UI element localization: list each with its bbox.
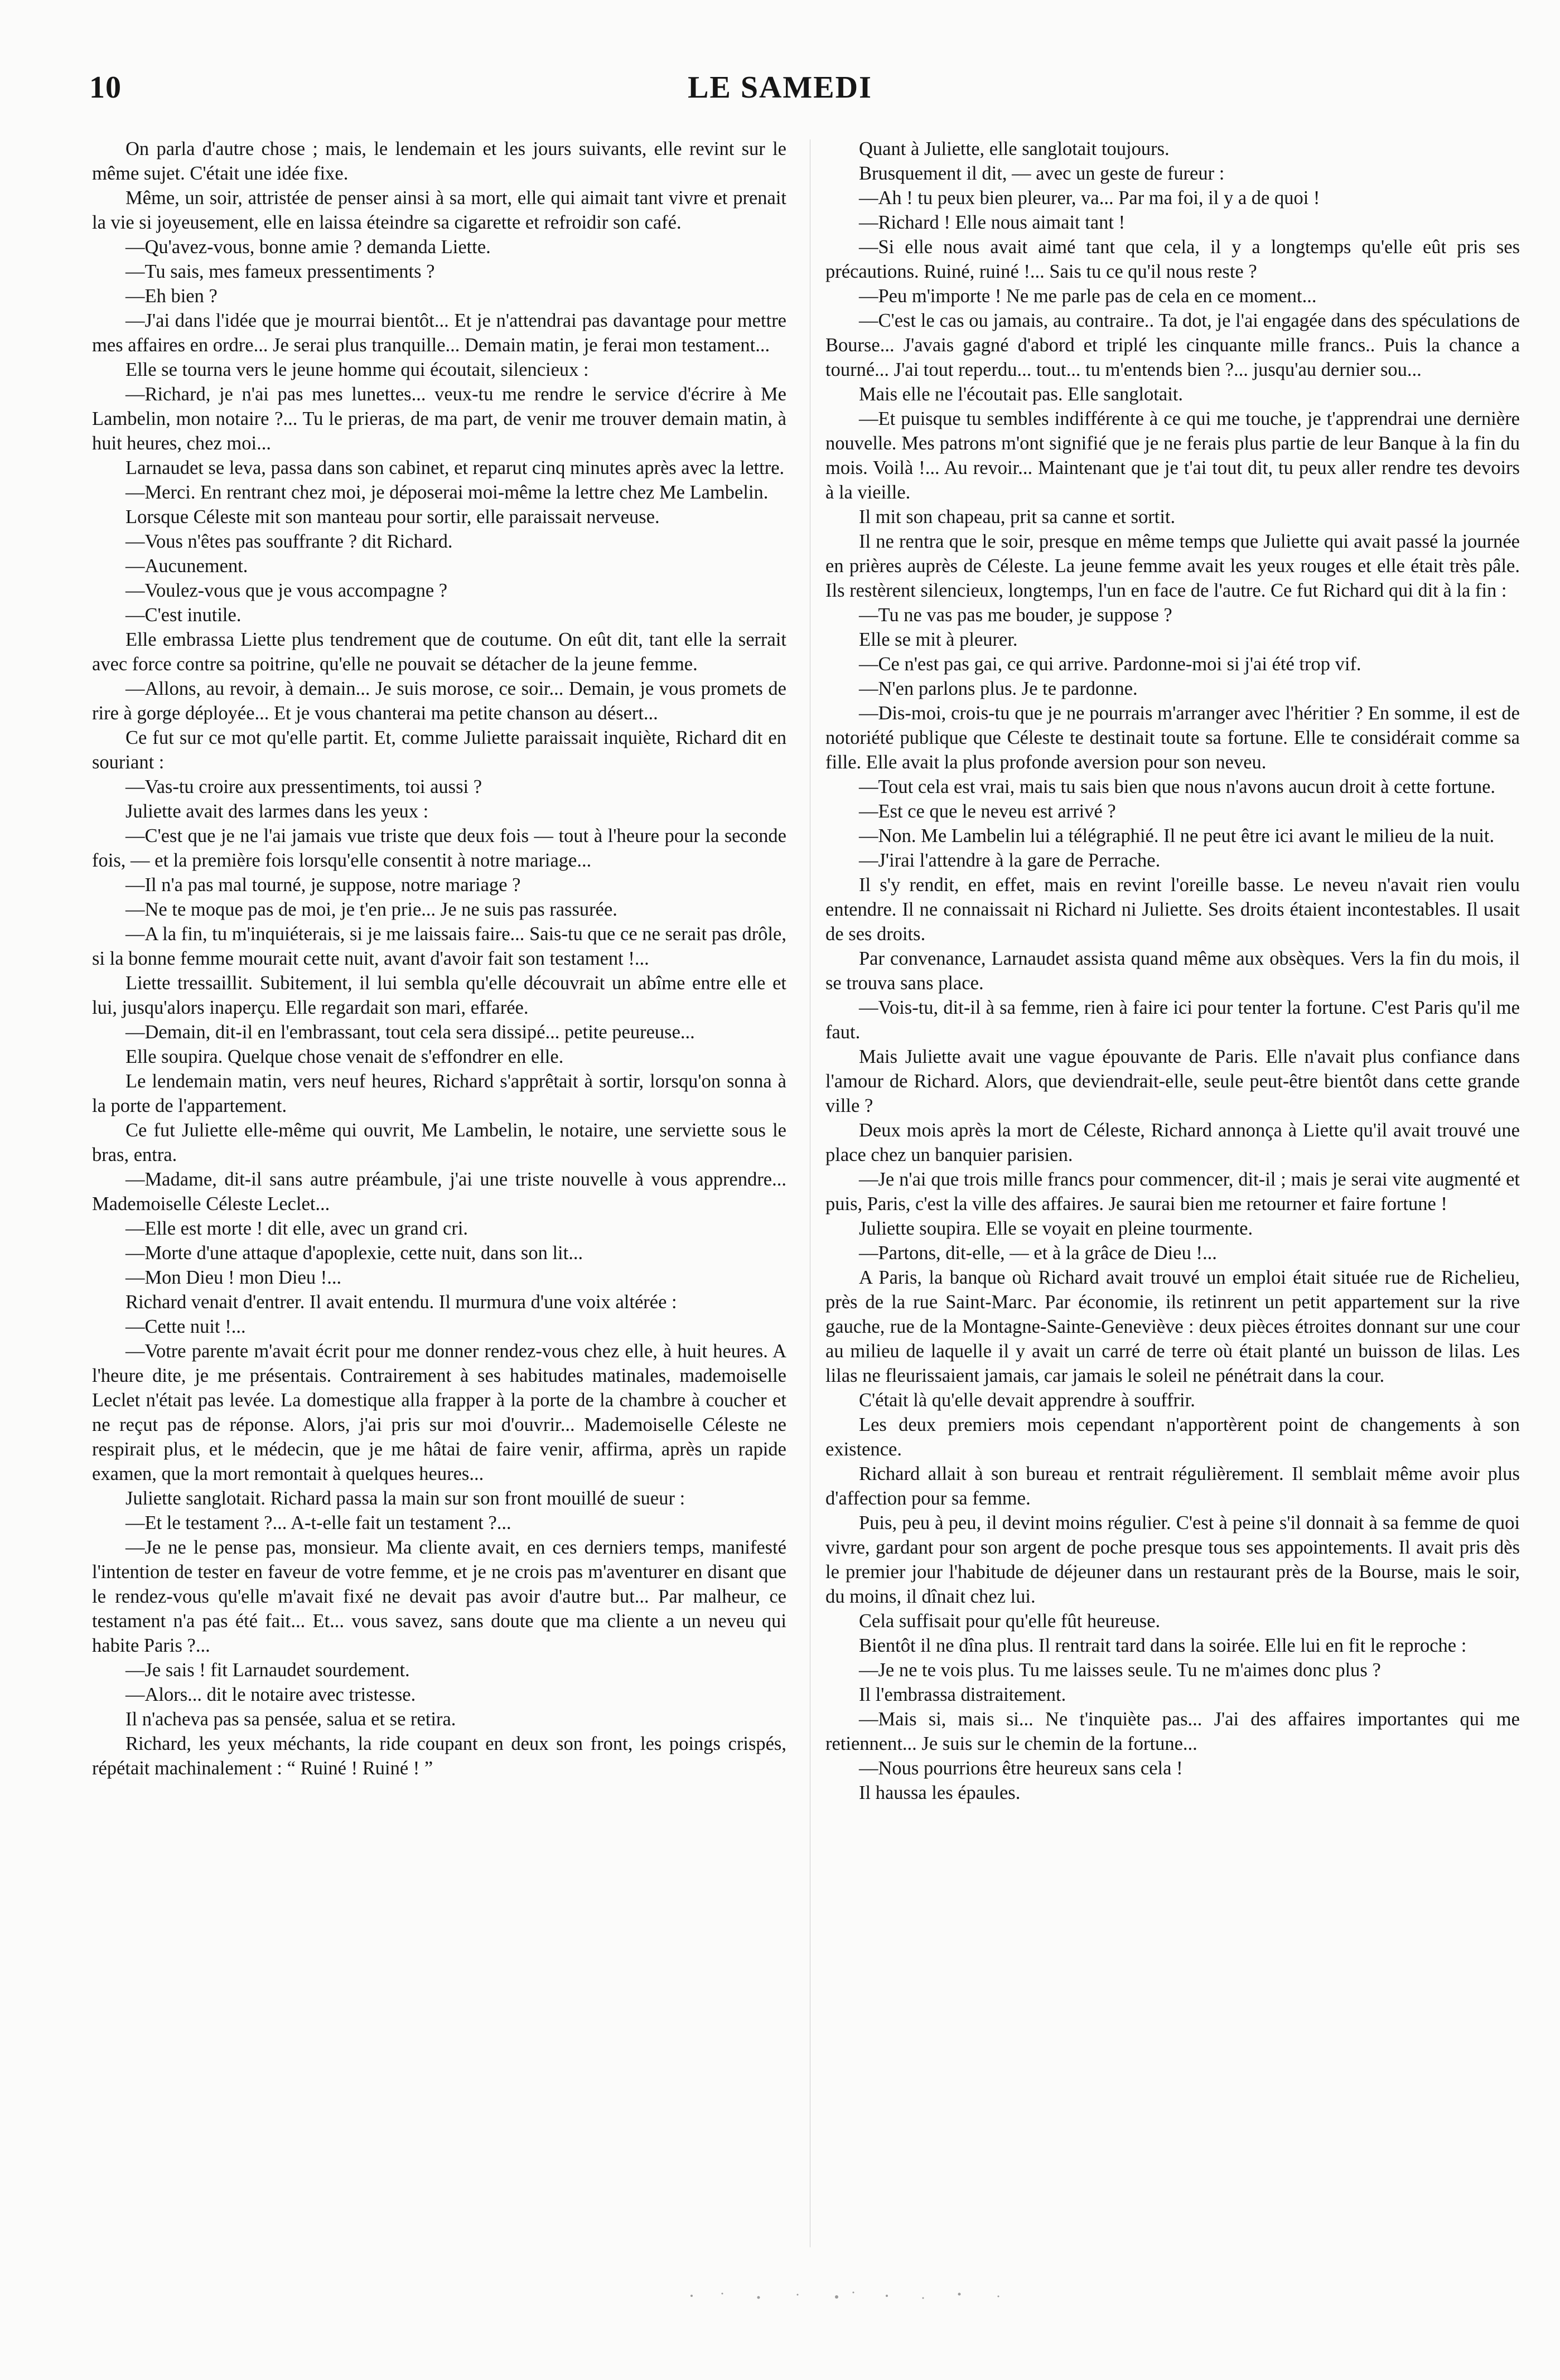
paragraph: Le lendemain matin, vers neuf heures, Richard s'apprêtait à sortir, lorsqu'on sonna à la porte de l'appartement. (92, 1071, 786, 1116)
paragraph: —Tu ne vas pas me bouder, je suppose ? (859, 604, 1172, 626)
paragraph: —Nous pourrions être heureux sans cela ! (859, 1758, 1183, 1779)
paragraph: C'était là qu'elle devait apprendre à souffrir. (859, 1390, 1195, 1411)
paragraph: —J'irai l'attendre à la gare de Perrache. (859, 850, 1161, 871)
paragraph: Puis, peu à peu, il devint moins régulier. C'est à peine s'il donnait à sa femme de quoi vivre, gardant pour son argent de poche presque tous ses appointements. Il avait pris dès le premier jour l'habitude de déjeuner dans un restaurant près de la Bourse, mais le soir, du moins, il dînait chez lui. (825, 1512, 1520, 1607)
paragraph: Par convenance, Larnaudet assista quand même aux obsèques. Vers la fin du mois, il se trouva sans place. (825, 948, 1520, 994)
paragraph: —Tout cela est vrai, mais tu sais bien que nous n'avons aucun droit à cette fortune. (859, 776, 1496, 797)
paragraph: —Si elle nous avait aimé tant que cela, il y a longtemps qu'elle eût pris ses précautions. Ruiné, ruiné !... Sais tu ce qu'il nous reste ? (825, 236, 1520, 282)
paragraph: Lorsque Céleste mit son manteau pour sortir, elle paraissait nerveuse. (125, 506, 660, 528)
paragraph: —Allons, au revoir, à demain... Je suis morose, ce soir... Demain, je vous promets de rire à gorge déployée... Et je vous chanterai ma petite chanson au désert... (92, 678, 786, 724)
right-text-column (825, 137, 1520, 2250)
paragraph: —Je sais ! fit Larnaudet sourdement. (125, 1660, 410, 1681)
print-smudge-marks (669, 2284, 1060, 2306)
paragraph: —C'est que je ne l'ai jamais vue triste que deux fois — tout à l'heure pour la seconde fois, — et la première fois lorsqu'elle consentit à notre mariage... (92, 825, 786, 871)
paragraph: —Richard ! Elle nous aimait tant ! (859, 212, 1126, 233)
paragraph: Il l'embrassa distraitement. (859, 1684, 1066, 1705)
paragraph: On parla d'autre chose ; mais, le lendemain et les jours suivants, elle revint sur le même sujet. C'était une idée fixe. (92, 138, 786, 184)
paragraph: Richard allait à son bureau et rentrait régulièrement. Il semblait même avoir plus d'affection pour sa femme. (825, 1463, 1520, 1509)
paragraph: Il n'acheva pas sa pensée, salua et se retira. (125, 1709, 456, 1730)
paragraph: —Qu'avez-vous, bonne amie ? demanda Liette. (125, 236, 491, 258)
paragraph: Même, un soir, attristée de penser ainsi à sa mort, elle qui aimait tant vivre et prenait la vie si joyeusement, elle en laissa éteindre sa cigarette et refroidir son café. (92, 187, 786, 233)
paragraph: —A la fin, tu m'inquiéterais, si je me laissais faire... Sais-tu que ce ne serait pas drôle, si la bonne femme mourait cette nuit, avant d'avoir fait son testament !... (92, 923, 786, 969)
paragraph: Liette tressaillit. Subitement, il lui sembla qu'elle découvrait un abîme entre elle et lui, jusqu'alors inaperçu. Elle regardait son mari, effarée. (92, 973, 786, 1018)
paragraph: —Aucunement. (125, 555, 248, 577)
paragraph: Juliette avait des larmes dans les yeux : (125, 801, 429, 822)
paragraph: —Alors... dit le notaire avec tristesse. (125, 1684, 416, 1705)
paragraph: —Et le testament ?... A-t-elle fait un testament ?... (125, 1512, 511, 1534)
paragraph: Elle se tourna vers le jeune homme qui écoutait, silencieux : (125, 359, 589, 380)
paragraph: Deux mois après la mort de Céleste, Richard annonça à Liette qu'il avait trouvé une place chez un banquier parisien. (825, 1120, 1520, 1165)
paragraph: —Je n'ai que trois mille francs pour commencer, dit-il ; mais je serai vite augmenté et puis, Paris, c'est la ville des affaires. Je saurai bien me retourner et faire fortune ! (825, 1169, 1520, 1215)
paragraph: Ce fut sur ce mot qu'elle partit. Et, comme Juliette paraissait inquiète, Richard dit en souriant : (92, 727, 786, 773)
paragraph: —Ah ! tu peux bien pleurer, va... Par ma foi, il y a de quoi ! (859, 187, 1320, 209)
paragraph: —Morte d'une attaque d'apoplexie, cette nuit, dans son lit... (125, 1242, 583, 1264)
paragraph: Bientôt il ne dîna plus. Il rentrait tard dans la soirée. Elle lui en fit le reproche : (859, 1635, 1467, 1656)
page-header (84, 70, 1476, 114)
paragraph: —Mais si, mais si... Ne t'inquiète pas... J'ai des affaires importantes qui me retiennent... Je suis sur le chemin de la fortune... (825, 1709, 1520, 1754)
paragraph: —Ne te moque pas de moi, je t'en prie... Je ne suis pas rassurée. (125, 899, 617, 920)
paragraph: —Ce n'est pas gai, ce qui arrive. Pardonne-moi si j'ai été trop vif. (859, 654, 1361, 675)
paragraph: Elle embrassa Liette plus tendrement que de coutume. On eût dit, tant elle la serrait avec force contre sa poitrine, qu'elle ne pouvait se détacher de la jeune femme. (92, 629, 786, 675)
paragraph: Ce fut Juliette elle-même qui ouvrit, Me Lambelin, le notaire, une serviette sous le bras, entra. (92, 1120, 786, 1165)
paragraph: Brusquement il dit, — avec un geste de fureur : (859, 163, 1225, 184)
paragraph: Larnaudet se leva, passa dans son cabinet, et reparut cinq minutes après avec la lettre. (125, 457, 785, 478)
paragraph: A Paris, la banque où Richard avait trouvé un emploi était située rue de Richelieu, près de la rue Saint-Marc. Par économie, ils retinrent un petit appartement sur la rive gauche, rue de la Montagne-Sainte-Geneviève : deux pièces étroites donnant sur une cour au milieu de laquelle il y avait un carré de terre où était planté un buisson de lilas. Les lilas ne fleurissaient jamais, car jamais le soleil ne pénétrait dans la cour. (825, 1267, 1520, 1386)
paragraph: —Votre parente m'avait écrit pour me donner rendez-vous chez elle, à huit heures. A l'heure dite, je me présentais. Contrairement à ses habitudes matinales, mademoiselle Leclet n'était pas levée. La domestique alla frapper à la porte de la chambre à coucher et ne reçut pas de réponse. Alors, j'ai pris sur moi d'ouvrir... Mademoiselle Céleste ne respirait plus, et le médecin, que je me hâtai de faire venir, affirma, après un rapide examen, que la mort remontait à quelques heures... (92, 1341, 786, 1484)
paragraph: —Il n'a pas mal tourné, je suppose, notre mariage ? (125, 874, 521, 896)
paragraph: —Vois-tu, dit-il à sa femme, rien à faire ici pour tenter la fortune. C'est Paris qu'il me faut. (825, 997, 1520, 1043)
paragraph: Elle soupira. Quelque chose venait de s'effondrer en elle. (125, 1046, 564, 1067)
paragraph: —Vous n'êtes pas souffrante ? dit Richard. (125, 531, 453, 552)
paragraph: —Merci. En rentrant chez moi, je déposerai moi-même la lettre chez Me Lambelin. (125, 482, 769, 503)
paragraph: Il s'y rendit, en effet, mais en revint l'oreille basse. Le neveu n'avait rien voulu entendre. Il ne connaissait ni Richard ni Juliette. Ses droits étaient incontestables. Il usait de ses droits. (825, 874, 1520, 945)
paragraph: —Et puisque tu sembles indifférente à ce qui me touche, je t'apprendrai une dernière nouvelle. Mes patrons m'ont signifié que je ne ferais plus partie de leur Banque à la fin du mois. Voilà !... Au revoir... Maintenant que je t'ai tout dit, tu peux aller rendre tes devoirs à la vieille. (825, 408, 1520, 503)
paragraph: —Cette nuit !... (125, 1316, 246, 1337)
paragraph: —Je ne le pense pas, monsieur. Ma cliente avait, en ces derniers temps, manifesté l'intention de tester en faveur de votre femme, et je ne crois pas m'aventurer en disant que le rendez-vous qu'elle m'avait fixé ne devait pas avoir d'autre but... Par malheur, ce testament n'a pas été fait... Et... vous savez, sans doute que ma cliente a un neveu qui habite Paris ?... (92, 1537, 786, 1656)
paragraph: Les deux premiers mois cependant n'apportèrent point de changements à son existence. (825, 1414, 1520, 1460)
paragraph: —C'est inutile. (125, 604, 242, 626)
paragraph: —N'en parlons plus. Je te pardonne. (859, 678, 1138, 699)
paragraph: —J'ai dans l'idée que je mourrai bientôt... Et je n'attendrai pas davantage pour mettre mes affaires en ordre... Je serai plus tranquille... Demain matin, je ferai mon testament... (92, 310, 786, 356)
page-number: 10 (89, 70, 122, 105)
journal-title: LE SAMEDI (688, 70, 872, 105)
paragraph: —Demain, dit-il en l'embrassant, tout cela sera dissipé... petite peureuse... (125, 1022, 695, 1043)
paragraph: —Dis-moi, crois-tu que je ne pourrais m'arranger avec l'héritier ? En somme, il est de notoriété publique que Céleste te destinait toute sa fortune. Elle te considérait comme sa fille. Elle avait la plus profonde aversion pour son neveu. (825, 703, 1520, 773)
paragraph: —Madame, dit-il sans autre préambule, j'ai une triste nouvelle à vous apprendre... Mademoiselle Céleste Leclet... (92, 1169, 786, 1215)
paragraph: —Mon Dieu ! mon Dieu !... (125, 1267, 342, 1288)
paragraph: Elle se mit à pleurer. (859, 629, 1018, 650)
paragraph: —Elle est morte ! dit elle, avec un grand cri. (125, 1218, 469, 1239)
paragraph: —Vas-tu croire aux pressentiments, toi aussi ? (125, 776, 482, 797)
paragraph: —Tu sais, mes fameux pressentiments ? (125, 261, 435, 282)
paragraph: —Non. Me Lambelin lui a télégraphié. Il ne peut être ici avant le milieu de la nuit. (859, 825, 1495, 846)
paragraph: Juliette soupira. Elle se voyait en pleine tourmente. (859, 1218, 1253, 1239)
paragraph: Richard, les yeux méchants, la ride coupant en deux son front, les poings crispés, répétait machinalement : “ Ruiné ! Ruiné ! ” (92, 1733, 786, 1779)
paragraph: Il mit son chapeau, prit sa canne et sortit. (859, 506, 1176, 528)
paragraph: Cela suffisait pour qu'elle fût heureuse. (859, 1610, 1161, 1632)
paragraph: —Je ne te vois plus. Tu me laisses seule. Tu ne m'aimes donc plus ? (859, 1660, 1381, 1681)
paragraph: —C'est le cas ou jamais, au contraire.. Ta dot, je l'ai engagée dans des spéculations de Bourse... J'avais gagné d'abord et triplé les cinquante mille francs.. Puis la chance a tourné... J'ai tout reperdu... tout... tu m'entends bien ?... jusqu'au dernier sou... (825, 310, 1520, 380)
paragraph: Il haussa les épaules. (859, 1782, 1021, 1803)
paragraph: —Voulez-vous que je vous accompagne ? (125, 580, 448, 601)
paragraph: Quant à Juliette, elle sanglotait toujours. (859, 138, 1170, 159)
paragraph: Juliette sanglotait. Richard passa la main sur son front mouillé de sueur : (125, 1488, 685, 1509)
paragraph: —Peu m'importe ! Ne me parle pas de cela en ce moment... (859, 286, 1317, 307)
paragraph: Il ne rentra que le soir, presque en même temps que Juliette qui avait passé la journée en prières auprès de Céleste. La jeune femme avait les yeux rouges et elle était très pâle. Ils restèrent silencieux, longtemps, l'un en face de l'autre. Ce fut Richard qui dit à la fin : (825, 531, 1520, 601)
paragraph: Richard venait d'entrer. Il avait entendu. Il murmura d'une voix altérée : (125, 1291, 677, 1313)
paragraph: —Est ce que le neveu est arrivé ? (859, 801, 1116, 822)
paragraph: —Richard, je n'ai pas mes lunettes... veux-tu me rendre le service d'écrire à Me Lambelin, mon notaire ?... Tu le prieras, de ma part, de venir me trouver demain matin, à huit heures, chez moi... (92, 384, 786, 454)
paragraph: —Partons, dit-elle, — et à la grâce de Dieu !... (859, 1242, 1217, 1264)
left-text-column (92, 137, 786, 2250)
paragraph: Mais Juliette avait une vague épouvante de Paris. Elle n'avait plus confiance dans l'amour de Richard. Alors, que deviendrait-elle, seule peut-être bientôt dans cette grande ville ? (825, 1046, 1520, 1116)
paragraph: —Eh bien ? (125, 286, 218, 307)
paragraph: Mais elle ne l'écoutait pas. Elle sanglotait. (859, 384, 1184, 405)
